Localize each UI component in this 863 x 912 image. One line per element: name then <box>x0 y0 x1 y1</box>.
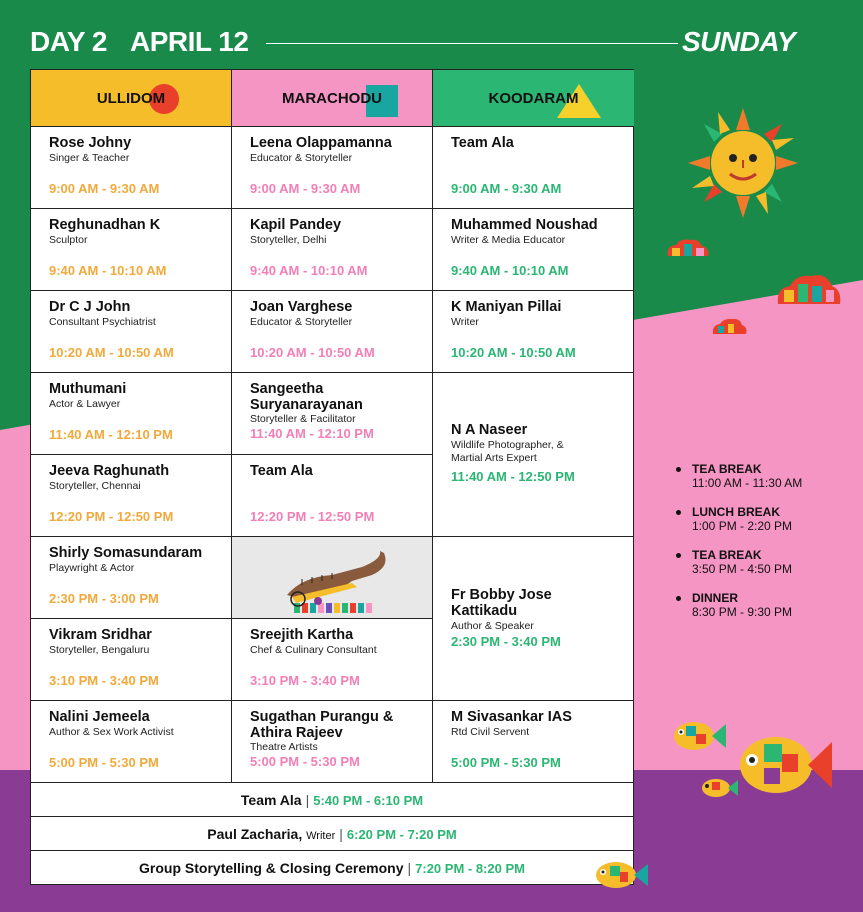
speaker-name: Sreejith Kartha <box>250 627 354 643</box>
break-item <box>676 548 846 577</box>
speaker-name: Muthumani <box>49 381 127 397</box>
session-cell <box>232 455 433 537</box>
separator: | <box>407 860 412 876</box>
session-cell <box>433 701 634 783</box>
sun-illustration <box>688 108 798 218</box>
session-time: 9:40 AM - 10:10 AM <box>250 263 368 278</box>
session-cell <box>232 127 433 209</box>
break-name: LUNCH BREAK <box>692 505 780 519</box>
speaker-name: Reghunadhan K <box>49 217 161 233</box>
session-time: 9:00 AM - 9:30 AM <box>49 181 160 196</box>
session-time: 5:00 PM - 5:30 PM <box>49 755 159 770</box>
session-time: 9:40 AM - 10:10 AM <box>451 263 569 278</box>
speaker-name: Sangeetha Suryanarayanan <box>250 381 363 413</box>
speaker-role: Consultant Psychiatrist <box>49 316 156 328</box>
session-time: 11:40 AM - 12:10 PM <box>250 426 374 441</box>
session-cell <box>232 291 433 373</box>
crocodile-illustration-cell <box>232 537 433 619</box>
closing-name: Paul Zacharia, <box>207 826 303 842</box>
speaker-name: Joan Varghese <box>250 299 353 315</box>
speaker-name: K Maniyan Pillai <box>451 299 562 315</box>
speaker-role: Actor & Lawyer <box>49 398 121 410</box>
speaker-role: Writer & Media Educator <box>451 234 566 246</box>
session-cell <box>433 209 634 291</box>
speaker-name: Nalini Jemeela <box>49 709 150 725</box>
session-time: 9:40 AM - 10:10 AM <box>49 263 167 278</box>
session-time: 10:20 AM - 10:50 AM <box>451 345 576 360</box>
session-cell <box>31 127 232 209</box>
day-header <box>30 26 810 60</box>
session-time: 12:20 PM - 12:50 PM <box>49 509 174 524</box>
speaker-role: Rtd Civil Servent <box>451 726 530 738</box>
speaker-role: Playwright & Actor <box>49 562 135 574</box>
session-time: 9:00 AM - 9:30 AM <box>451 181 562 196</box>
session-cell <box>31 209 232 291</box>
session-time: 10:20 AM - 10:50 AM <box>49 345 174 360</box>
speaker-role: Author & Sex Work Activist <box>49 726 174 738</box>
closing-time: 7:20 PM - 8:20 PM <box>415 861 525 876</box>
session-time: 3:10 PM - 3:40 PM <box>250 673 360 688</box>
closing-row <box>31 817 633 851</box>
session-cell <box>31 619 232 701</box>
break-time: 1:00 PM - 2:20 PM <box>692 519 793 533</box>
speaker-role: Educator & Storyteller <box>250 152 353 164</box>
breaks-list <box>676 462 846 634</box>
speaker-name: Rose Johny <box>49 135 132 151</box>
speaker-name: Team Ala <box>451 135 514 151</box>
fish-icon <box>594 858 648 892</box>
bullet-icon <box>676 467 681 472</box>
weekday-label: SUNDAY <box>682 26 796 57</box>
session-cell <box>433 373 634 537</box>
break-item <box>676 462 846 491</box>
session-time: 3:10 PM - 3:40 PM <box>49 673 159 688</box>
date-label: APRIL 12 <box>130 26 249 57</box>
session-time: 11:40 AM - 12:50 PM <box>451 469 575 484</box>
fish-icon <box>738 732 832 798</box>
break-name: TEA BREAK <box>692 462 762 476</box>
speaker-role: Chef & Culinary Consultant <box>250 644 377 656</box>
session-cell <box>232 701 433 783</box>
session-cell <box>31 455 232 537</box>
bullet-icon <box>676 596 681 601</box>
session-time: 2:30 PM - 3:40 PM <box>451 634 561 649</box>
session-time: 2:30 PM - 3:00 PM <box>49 591 159 606</box>
speaker-role: Writer <box>451 316 479 328</box>
speaker-role: Wildlife Photographer, & Martial Arts Expert <box>451 439 564 464</box>
speaker-name: Kapil Pandey <box>250 217 342 233</box>
session-time: 12:20 PM - 12:50 PM <box>250 509 375 524</box>
venue-header-koodaram <box>433 70 634 127</box>
schedule-table <box>30 69 634 885</box>
header-rule <box>266 43 678 44</box>
day-label: DAY 2 <box>30 26 107 57</box>
session-cell <box>433 537 634 701</box>
bullet-icon <box>676 553 681 558</box>
speaker-role: Educator & Storyteller <box>250 316 353 328</box>
patchwork-cloud-icon <box>710 316 748 336</box>
closing-row <box>31 851 633 885</box>
break-name: DINNER <box>692 591 739 605</box>
speaker-name: Shirly Somasundaram <box>49 545 203 561</box>
closing-role: Writer <box>306 830 336 842</box>
speaker-role: Storyteller, Bengaluru <box>49 644 150 656</box>
venue-label: MARACHODU <box>282 90 382 107</box>
session-cell <box>31 537 232 619</box>
break-item <box>676 505 846 534</box>
speaker-role: Storyteller, Delhi <box>250 234 327 246</box>
venue-label: ULLIDOM <box>96 90 166 107</box>
speaker-name: Muhammed Noushad <box>451 217 598 233</box>
session-time: 9:00 AM - 9:30 AM <box>250 181 361 196</box>
speaker-role: Theatre Artists <box>250 741 318 753</box>
speaker-role: Singer & Teacher <box>49 152 130 164</box>
patchwork-cloud-icon <box>774 270 842 306</box>
closing-time: 6:20 PM - 7:20 PM <box>346 827 457 842</box>
speaker-name: Leena Olappamanna <box>250 135 392 151</box>
speaker-role: Storyteller, Chennai <box>49 480 141 492</box>
session-cell <box>31 291 232 373</box>
session-cell <box>433 127 634 209</box>
speaker-role: Author & Speaker <box>451 620 534 632</box>
patchwork-cloud-icon <box>664 236 710 258</box>
session-time: 5:00 PM - 5:30 PM <box>451 755 561 770</box>
session-cell <box>232 373 433 455</box>
speaker-name: Vikram Sridhar <box>49 627 152 643</box>
bullet-icon <box>676 510 681 515</box>
speaker-name: Team Ala <box>250 463 313 479</box>
closing-name: Group Storytelling & Closing Ceremony <box>139 860 404 876</box>
speaker-name: Sugathan Purangu & Athira Rajeev <box>250 709 394 741</box>
break-item <box>676 591 846 620</box>
speaker-name: Jeeva Raghunath <box>49 463 170 479</box>
session-cell <box>433 291 634 373</box>
closing-name: Team Ala <box>240 792 302 808</box>
break-time: 3:50 PM - 4:50 PM <box>692 562 793 576</box>
break-name: TEA BREAK <box>692 548 762 562</box>
crocodile-illustration <box>232 537 432 618</box>
fish-icon <box>700 776 738 800</box>
venue-label: KOODARAM <box>488 90 579 107</box>
session-cell <box>31 373 232 455</box>
speaker-name: Dr C J John <box>49 299 131 315</box>
session-time: 11:40 AM - 12:10 PM <box>49 427 173 442</box>
break-time: 11:00 AM - 11:30 AM <box>692 476 803 490</box>
session-cell <box>232 619 433 701</box>
closing-time: 5:40 PM - 6:10 PM <box>313 793 424 808</box>
session-time: 5:00 PM - 5:30 PM <box>250 754 360 769</box>
venue-header-marachodu <box>232 70 433 127</box>
venue-header-ullidom <box>31 70 232 127</box>
speaker-role: Sculptor <box>49 234 88 246</box>
speaker-role: Storyteller & Facilitator <box>250 413 356 425</box>
separator: | <box>305 792 310 808</box>
speaker-name: M Sivasankar IAS <box>451 709 572 725</box>
session-time: 10:20 AM - 10:50 AM <box>250 345 375 360</box>
session-cell <box>232 209 433 291</box>
break-time: 8:30 PM - 9:30 PM <box>692 605 793 619</box>
separator: | <box>339 826 343 842</box>
speaker-name: Fr Bobby Jose Kattikadu <box>451 587 552 619</box>
closing-row <box>31 783 633 817</box>
speaker-name: N A Naseer <box>451 422 528 438</box>
fish-icon <box>672 718 726 754</box>
session-cell <box>31 701 232 783</box>
